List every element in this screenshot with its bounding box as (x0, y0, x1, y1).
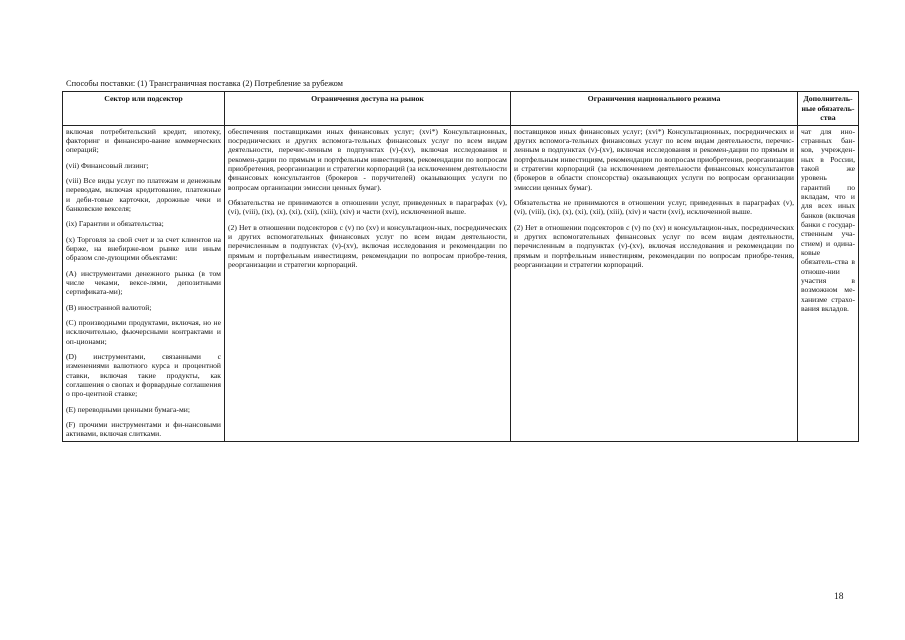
modes-of-supply-caption: Способы поставки: (1) Трансграничная поставка (2) Потребление за рубежом (66, 79, 343, 88)
national-treatment-cell (511, 125, 798, 441)
page-number: 18 (834, 592, 844, 602)
header-additional-commitments: Дополнитель-ные обязатель-ства (798, 92, 859, 126)
header-market-access: Ограничения доступа на рынок (225, 92, 511, 126)
sector-paragraph: (B) иностранной валютой; (66, 302, 152, 312)
sector-paragraph: (F) прочими инструментами и фи-нансовыми активами, включая слитками. (66, 419, 221, 439)
sector-paragraph: (D) инструментами, связанными с изменениями валютного курса и процентной ставки, включая такие продукты, как соглашения о свопах и форвардные соглашения о про-центной ставке; (66, 351, 221, 399)
sector-paragraph: (E) переводными ценными бумага-ми; (66, 404, 190, 414)
header-sector: Сектор или подсектор (63, 92, 225, 126)
additional-commitments-paragraph: чат для ино-странных бан-ков, учрежден-ных в России, такой же уровень гарантий по вкладам, что и для всех иных банков (включая банки с государ-ственным уча-стием) и одина-ковые обязатель-ства в отноше-нии участия в возможном ме-ханизме страхо-вания вкладов. (801, 126, 855, 313)
market-access-cell (225, 125, 511, 441)
sector-paragraph: (ix) Гарантии и обязательства; (66, 219, 164, 229)
sector-paragraph: (x) Торговля за свой счет и за счет клиентов на бирже, на внебирже-вом рынке или иным образом сле-дующими объектами: (66, 234, 221, 263)
sector-cell (63, 125, 225, 441)
header-national-treatment: Ограничения национального режима (511, 92, 798, 126)
market-access-paragraph: обеспечения поставщиками иных финансовых услуг; (xvi*) Консультационных, посреднических и других вспомога-тельных финансовых услуг по всем видам деятельности, перечис-ленным в подпунктах (v)-(xv), включая исследования и рекомен-дации по прямым и портфельным инвестициям, рекомендации по вопросам приобретения, реорганизации и стратегии корпораций (за исключением деятельности финансовых консультантов (брокеров - поручителей) оказывающих услуги по вопросам организации эмиссии ценных бумаг). (228, 126, 507, 192)
national-treatment-paragraph: поставщиков иных финансовых услуг; (xvi*) Консультационных, посреднических и других вспомога-тельных финансовых услуг по всем видам деятельности, перечис-ленным в подпунктах (v)-(xv), включая исследования и рекомен-дации по прямым и портфельным инвестициям, рекомендации по вопросам приобретения, реорганизации и стратегии корпораций (за исключением деятельности финансовых консультантов (брокеров в области спонсорства) оказывающих услуги по вопросам организации эмиссии ценных бумаг). (514, 126, 794, 192)
sector-paragraph: (vii) Финансовый лизинг; (66, 160, 149, 170)
sector-paragraph: (A) инструментами денежного рынка (в том числе чеками, вексе-лями, депозитными сертификата-ми); (66, 268, 221, 297)
additional-commitments-cell (798, 125, 859, 441)
table-row (63, 125, 859, 441)
table-header-row (63, 92, 859, 126)
commitments-table (62, 91, 859, 442)
national-treatment-paragraph: (2) Нет в отношении подсекторов с (v) по (xv) и консультацион-ных, посреднических и других вспомогательных финансовых услуг по всем видам деятельности, перечисленным в подпунктах (v)-(xv), включая исследования и рекомендации по прямым и портфельным инвестициям, рекомендации по вопросам приобре-тения, реорганизации и стратегии корпораций. (514, 222, 794, 269)
national-treatment-paragraph: Обязательства не принимаются в отношении услуг, приведенных в параграфах (v), (vi), (viii), (ix), (x), (xi), (xii), (xiii), (xiv) и части (xvi), исключенной выше. (514, 198, 794, 217)
market-access-paragraph: Обязательства не принимаются в отношении услуг, приведенных в параграфах (v), (vi), (viii), (ix), (x), (xi), (xii), (xiii), (xiv) и части (xvi), исключенной выше. (228, 198, 507, 217)
sector-paragraph: включая потребительский кредит, ипотеку, факторинг и финансиро-вание коммерческих операций; (66, 126, 221, 155)
sector-paragraph: (viii) Все виды услуг по платежам и денежным переводам, включая кредитование, платежные и деби-товые карточки, дорожные чеки и банковские векселя; (66, 176, 221, 214)
sector-paragraph: (C) производными продуктами, включая, но не исключительно, фьючерсными контрактами и оп-ционами; (66, 317, 221, 346)
market-access-paragraph: (2) Нет в отношении подсекторов с (v) по (xv) и консультацион-ных, посреднических и других вспомогательных финансовых услуг по всем видам деятельности, перечисленным в подпунктах (v)-(xv), включая исследования и рекомендации по прямым и портфельным инвестициям, рекомендации по вопросам приобре-тения, реорганизации и стратегии корпораций. (228, 222, 507, 269)
